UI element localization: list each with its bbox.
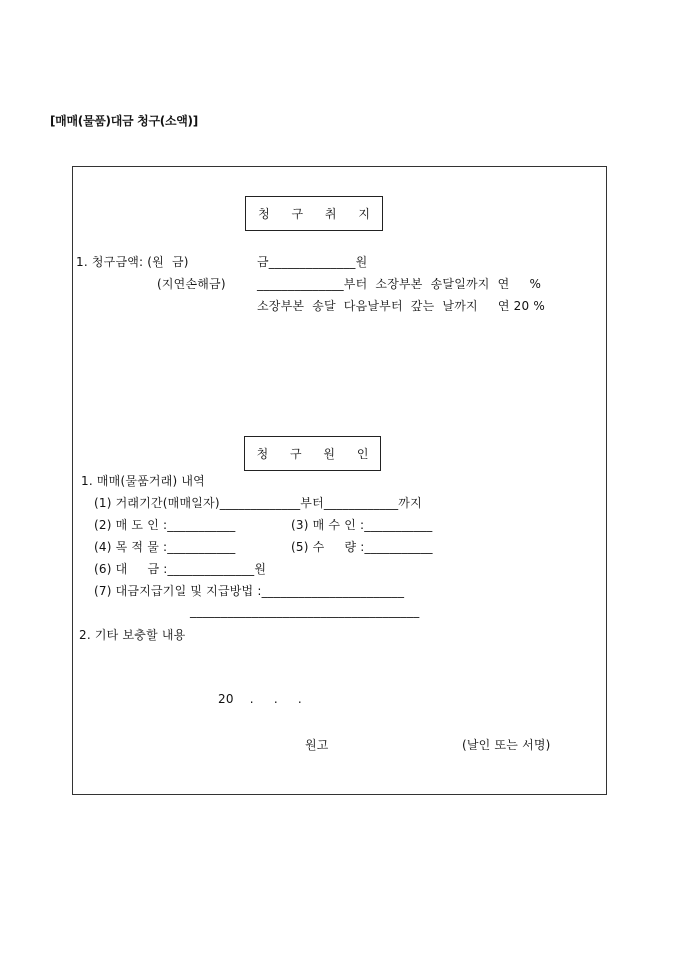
claim-cause-heading: 청 구 원 인 xyxy=(244,436,381,471)
transaction-details-heading: 1. 매매(물품거래) 내역 xyxy=(81,474,205,488)
plaintiff-label: 원고 xyxy=(305,738,329,752)
price-field: (6) 대 금 :______________원 xyxy=(94,562,267,576)
seller-field: (2) 매 도 인 :___________ xyxy=(94,518,236,532)
transaction-period: (1) 거래기간(매매일자)_____________부터____________까지 xyxy=(94,496,422,510)
additional-notes-heading: 2. 기타 보충할 내용 xyxy=(79,628,186,642)
buyer-field: (3) 매 수 인 :___________ xyxy=(291,518,433,532)
quantity-field: (5) 수 량 :___________ xyxy=(291,540,433,554)
claim-purpose-heading: 청 구 취 지 xyxy=(245,196,383,231)
delay-damages-label: (지연손해금) xyxy=(157,277,226,291)
goods-field: (4) 목 적 물 :___________ xyxy=(94,540,236,554)
filing-date: 20 . . . xyxy=(218,692,302,706)
delay-damages-rate: 소장부본 송달 다음날부터 갚는 날까지 연 20 % xyxy=(257,299,545,313)
document-title: [매매(물품)대금 청구(소액)] xyxy=(50,114,198,128)
payment-terms-field: (7) 대금지급기일 및 지급방법 :_______________________ xyxy=(94,584,405,598)
delay-damages-value: ______________부터 소장부본 송달일까지 연 % xyxy=(257,277,542,291)
claim-amount-label: 1. 청구금액: (원 금) xyxy=(76,255,189,269)
payment-terms-continuation: _____________________________________ xyxy=(190,604,420,618)
seal-or-signature-label: (날인 또는 서명) xyxy=(462,738,551,752)
claim-amount-value: 금______________원 xyxy=(257,255,368,269)
